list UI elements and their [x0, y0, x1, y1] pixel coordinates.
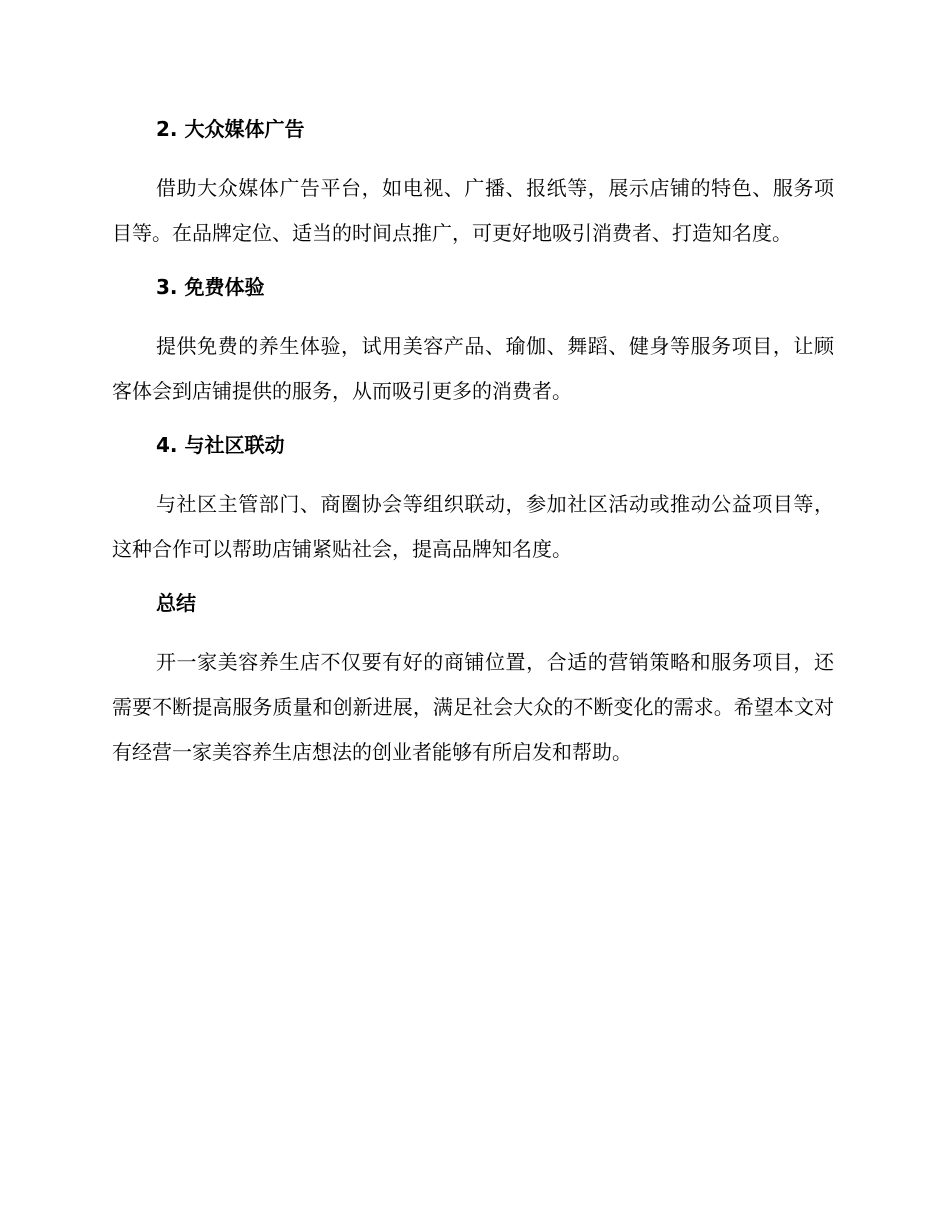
section-heading-summary: 总结 [156, 591, 196, 615]
section-paragraph-community: 与社区主管部门、商圈协会等组织联动，参加社区活动或推动公益项目等，这种合作可以帮助店铺紧贴社会，提高品牌知名度。 [112, 492, 834, 561]
section-paragraph-summary: 开一家美容养生店不仅要有好的商铺位置，合适的营销策略和服务项目，还需要不断提高服务质量和创新进展，满足社会大众的不断变化的需求。希望本文对有经营一家美容养生店想法的创业者能够有所启发和帮助。 [112, 650, 834, 764]
section-paragraph-mass-media: 借助大众媒体广告平台，如电视、广播、报纸等，展示店铺的特色、服务项目等。在品牌定位、适当的时间点推广，可更好地吸引消费者、打造知名度。 [112, 176, 834, 245]
section-heading-community: 4. 与社区联动 [156, 433, 285, 457]
section-heading-free-trial: 3. 免费体验 [156, 275, 265, 299]
document-body [112, 112, 834, 789]
section-heading-mass-media: 2. 大众媒体广告 [156, 117, 305, 141]
section-paragraph-free-trial: 提供免费的养生体验，试用美容产品、瑜伽、舞蹈、健身等服务项目，让顾客体会到店铺提供的服务，从而吸引更多的消费者。 [112, 334, 834, 403]
